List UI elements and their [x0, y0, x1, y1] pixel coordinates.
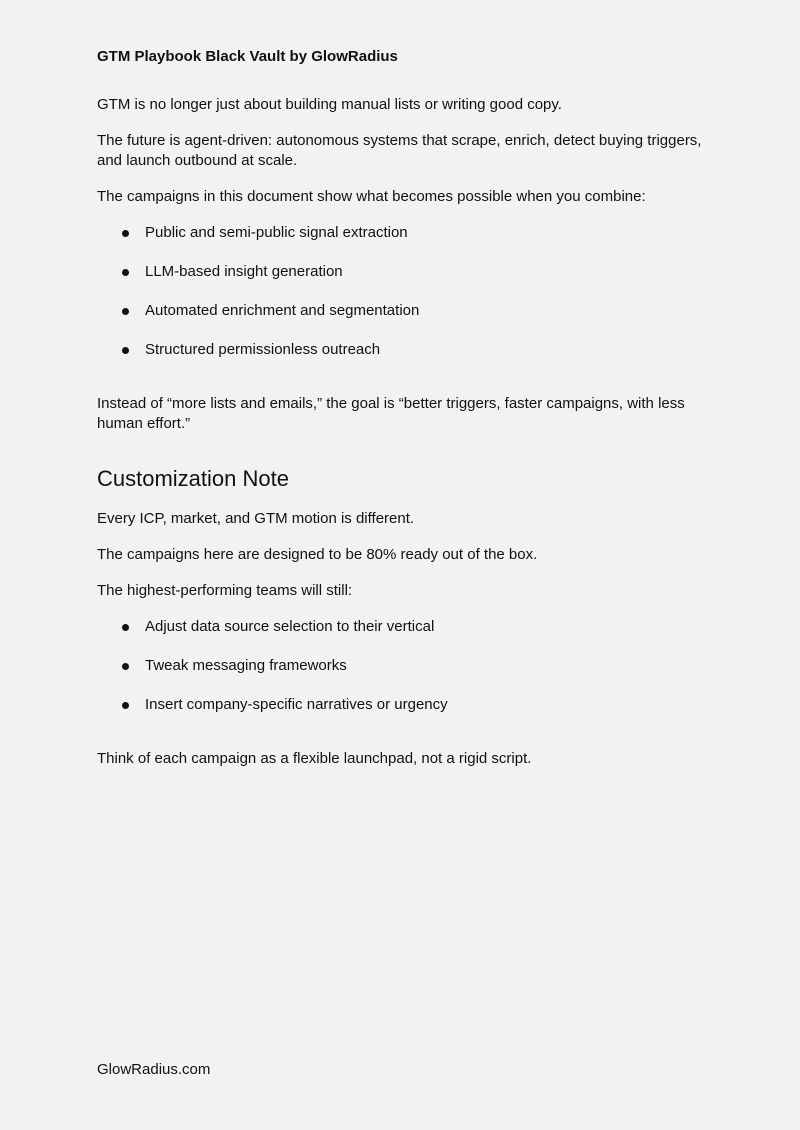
customization-list	[97, 617, 707, 715]
customization-paragraph-4: Think of each campaign as a flexible launchpad, not a rigid script.	[97, 750, 532, 767]
bullet-icon	[122, 308, 129, 315]
customization-paragraph-1: Every ICP, market, and GTM motion is different.	[97, 510, 415, 527]
document-title: GTM Playbook Black Vault by GlowRadius	[97, 48, 398, 65]
intro-paragraph-2: The future is agent-driven: autonomous systems that scrape, enrich, detect buying triggers, and launch outbound at scale.	[97, 132, 702, 169]
document-body	[97, 95, 707, 785]
bullet-icon	[122, 624, 129, 631]
bullet-icon	[122, 702, 129, 709]
list-item-text: Insert company-specific narratives or urgency	[145, 696, 448, 713]
list-item-text: Tweak messaging frameworks	[145, 657, 347, 674]
bullet-icon	[122, 269, 129, 276]
list-item-text: Automated enrichment and segmentation	[145, 302, 420, 319]
list-item	[97, 223, 707, 243]
list-item	[97, 617, 707, 637]
list-item-text: Public and semi-public signal extraction	[145, 224, 408, 241]
page-footer: GlowRadius.com	[97, 1061, 211, 1078]
list-item-text: Adjust data source selection to their vertical	[145, 618, 435, 635]
list-item-text: LLM-based insight generation	[145, 263, 343, 280]
intro-paragraph-1: GTM is no longer just about building manual lists or writing good copy.	[97, 96, 562, 113]
list-item	[97, 340, 707, 360]
capabilities-list	[97, 223, 707, 360]
list-item	[97, 301, 707, 321]
list-item	[97, 262, 707, 282]
customization-paragraph-2: The campaigns here are designed to be 80% ready out of the box.	[97, 546, 538, 563]
list-item-text: Structured permissionless outreach	[145, 341, 381, 358]
list-item	[97, 656, 707, 676]
intro-paragraph-3: The campaigns in this document show what becomes possible when you combine:	[97, 188, 646, 205]
bullet-icon	[122, 347, 129, 354]
section-heading: Customization Note	[97, 466, 289, 491]
bullet-icon	[122, 663, 129, 670]
list-item	[97, 695, 707, 715]
intro-paragraph-4: Instead of “more lists and emails,” the goal is “better triggers, faster campaigns, with less human effort.”	[97, 395, 685, 432]
bullet-icon	[122, 230, 129, 237]
customization-paragraph-3: The highest-performing teams will still:	[97, 582, 353, 599]
